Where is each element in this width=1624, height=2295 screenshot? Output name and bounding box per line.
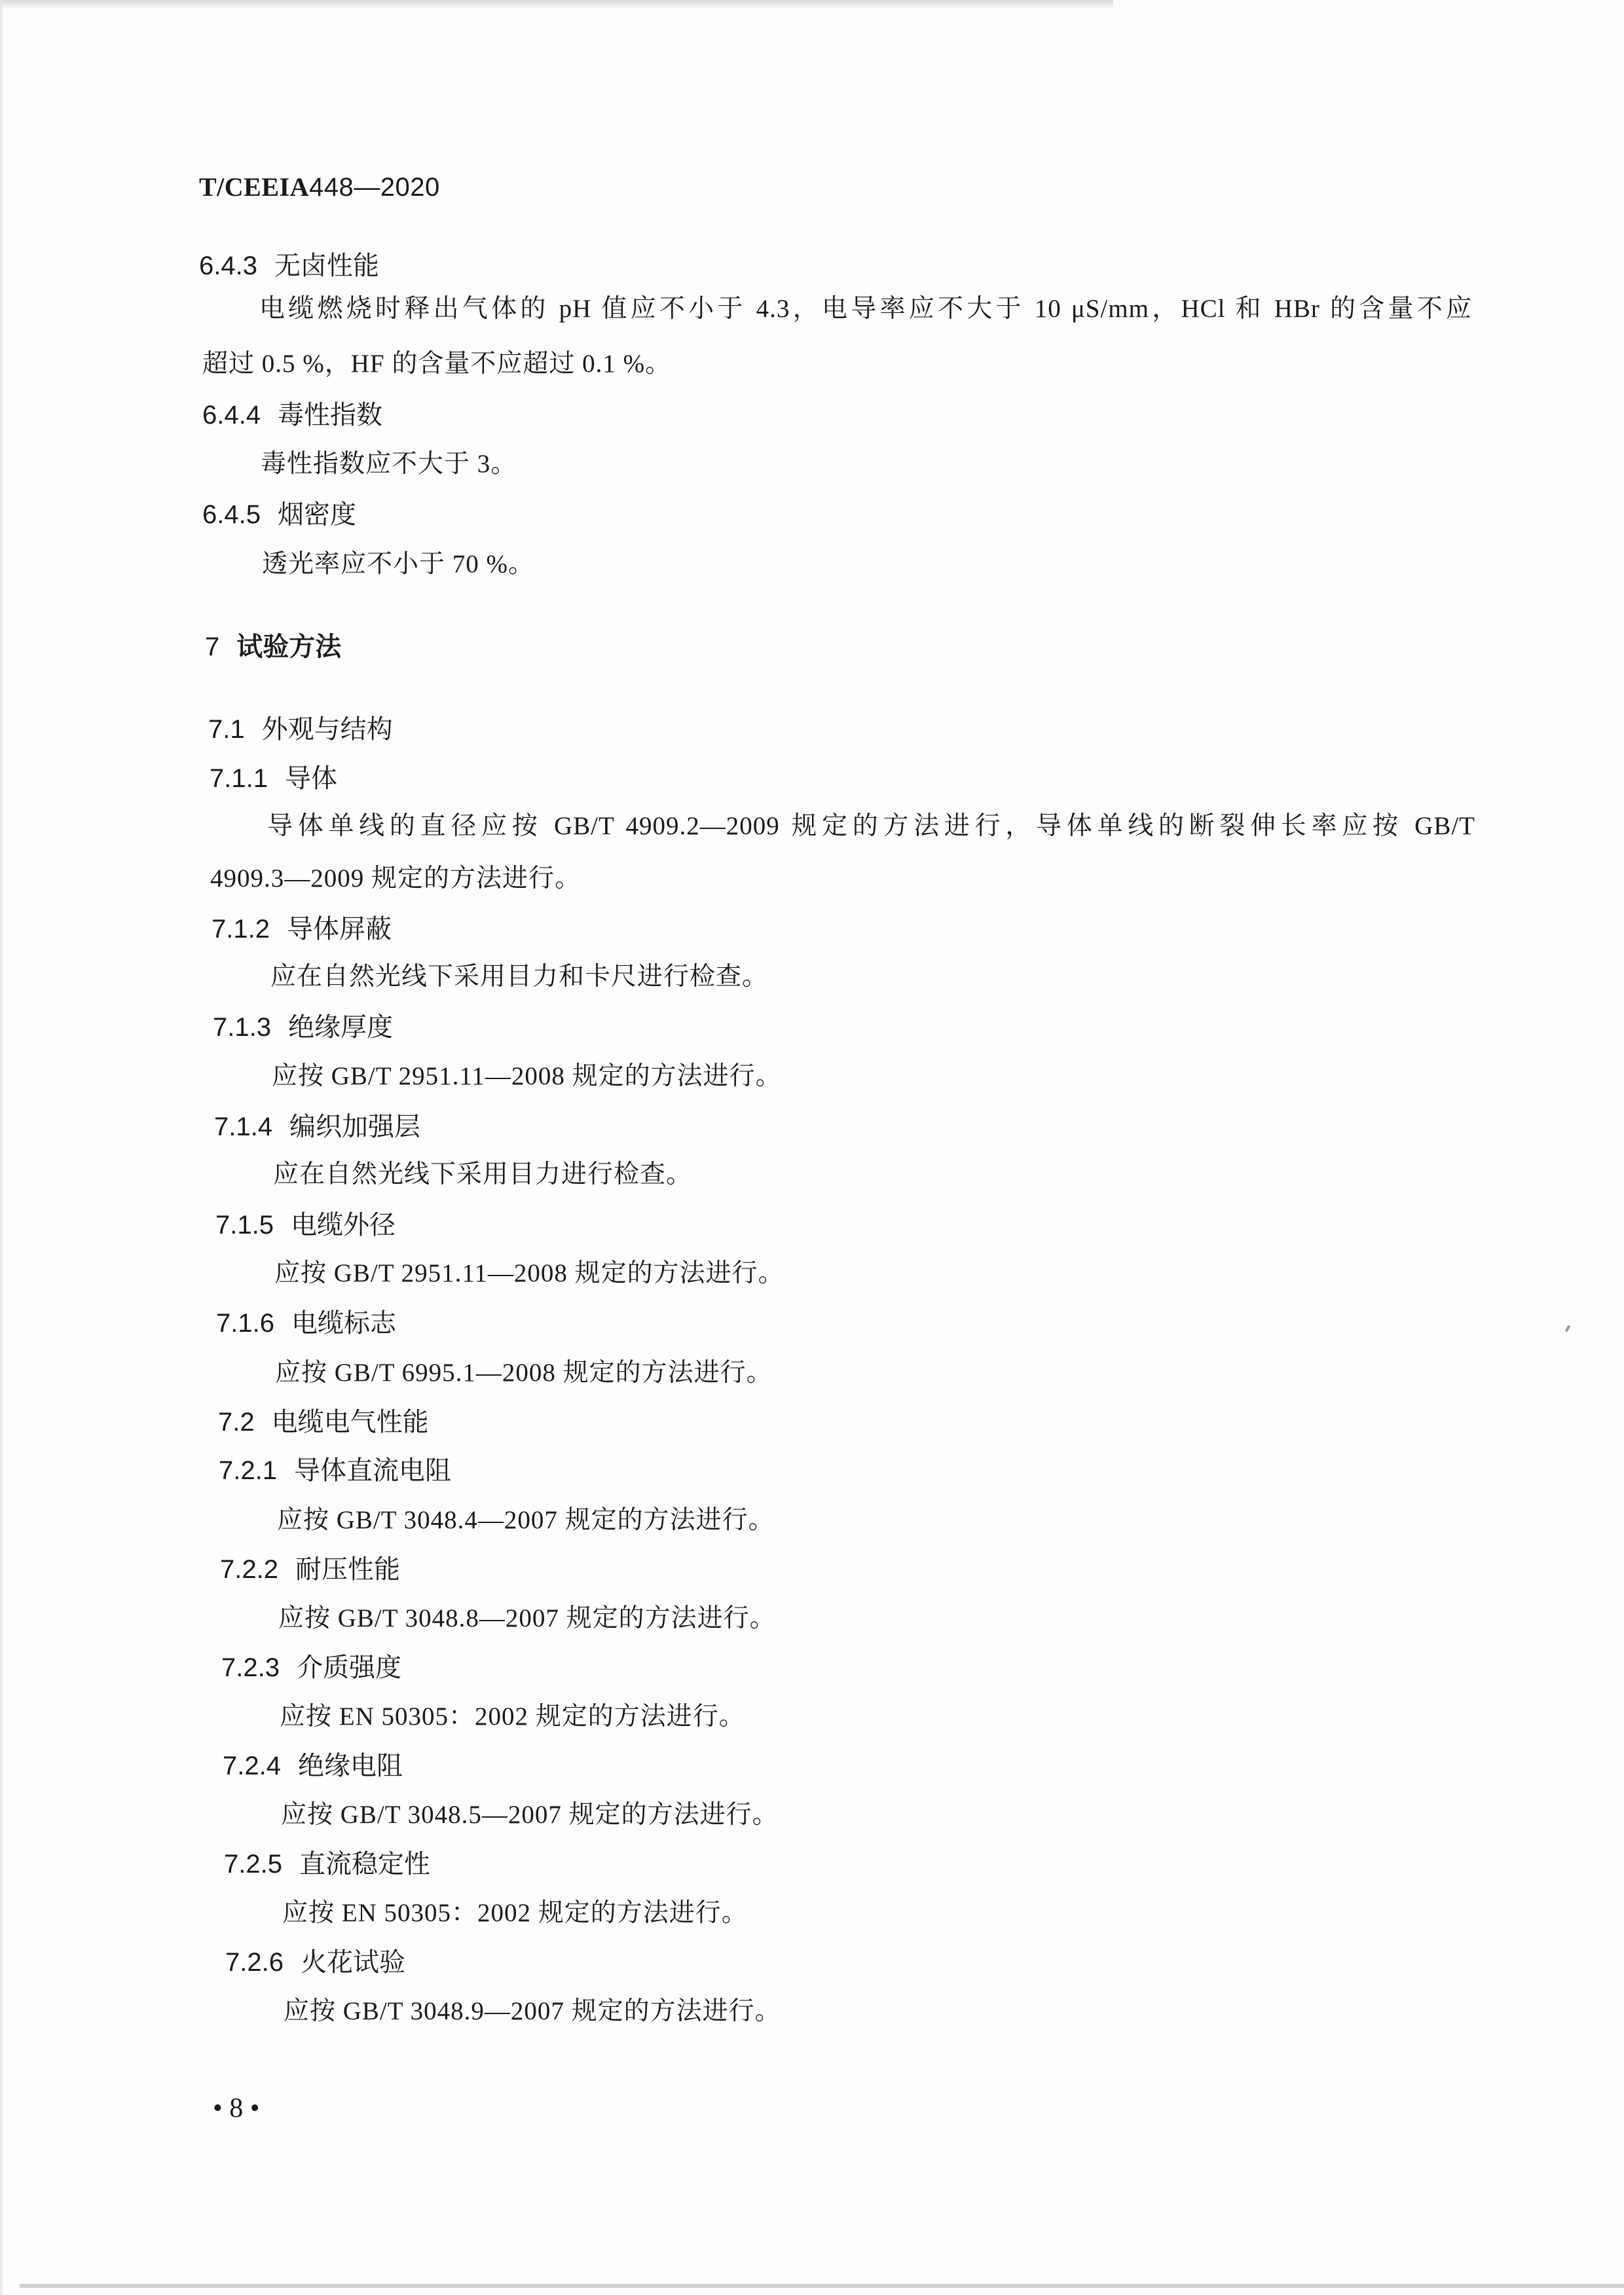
section-number: 7.2.3 — [221, 1653, 280, 1682]
paragraph-7-2-4: 应按 GB/T 3048.5—2007 规定的方法进行。 — [281, 1801, 779, 1829]
section-title: 导体 — [284, 763, 337, 794]
section-heading-7-1 — [208, 714, 393, 745]
section-title: 直流稳定性 — [299, 1849, 430, 1879]
section-title: 毒性指数 — [277, 400, 382, 430]
section-title: 电缆标志 — [291, 1308, 396, 1338]
paragraph-7-1-1-line2: 4909.3—2009 规定的方法进行。 — [210, 864, 581, 892]
section-heading-6-4-3 — [199, 250, 379, 282]
section-number: 7.1.4 — [214, 1112, 272, 1141]
chapter-heading-7 — [205, 631, 341, 663]
section-number: 7.1.1 — [210, 764, 268, 793]
section-title: 无卤性能 — [274, 251, 379, 281]
paragraph-6-4-4: 毒性指数应不大于 3。 — [261, 450, 517, 478]
paragraph-6-4-5: 透光率应不小于 70 %。 — [262, 550, 534, 578]
section-number: 7.2.1 — [219, 1456, 277, 1485]
paragraph-7-2-6: 应按 GB/T 3048.9—2007 规定的方法进行。 — [284, 1997, 781, 2025]
section-heading-7-1-5 — [215, 1209, 396, 1241]
section-title: 导体屏蔽 — [286, 914, 392, 944]
section-title: 耐压性能 — [295, 1554, 400, 1585]
section-heading-6-4-5 — [202, 499, 356, 530]
paragraph-7-2-3: 应按 EN 50305：2002 规定的方法进行。 — [280, 1702, 745, 1731]
section-heading-7-2-2 — [220, 1554, 400, 1585]
standard-header — [199, 172, 440, 202]
section-number: 7.2.4 — [223, 1752, 281, 1780]
scan-edge-bottom — [20, 2284, 1624, 2288]
section-title: 绝缘厚度 — [287, 1012, 393, 1042]
section-heading-6-4-4 — [202, 399, 382, 431]
section-number: 7.2.6 — [225, 1948, 284, 1977]
section-heading-7-2-1 — [219, 1455, 451, 1486]
section-number: 7.2 — [218, 1408, 255, 1437]
section-heading-7-1-1 — [210, 763, 337, 794]
header-org: T/CEEIA — [199, 172, 309, 202]
section-number: 7.2.5 — [224, 1850, 282, 1879]
scan-edge-top — [0, 0, 1113, 9]
section-number: 6.4.3 — [199, 251, 257, 280]
section-heading-7-1-3 — [213, 1012, 393, 1043]
section-title: 火花试验 — [300, 1947, 405, 1977]
section-heading-7-2-3 — [221, 1652, 401, 1683]
paragraph-7-1-5: 应按 GB/T 2951.11—2008 规定的方法进行。 — [274, 1259, 784, 1287]
paragraph-7-1-1-line1: 导体单线的直径应按 GB/T 4909.2—2009 规定的方法进行，导体单线的断裂伸长率应按 GB/T — [267, 812, 1475, 840]
section-heading-7-1-6 — [216, 1308, 396, 1339]
section-number: 7.1 — [208, 715, 245, 744]
section-title: 导体直流电阻 — [293, 1456, 451, 1486]
scan-speck — [1565, 1325, 1570, 1332]
section-number: 7.1.5 — [215, 1211, 274, 1239]
section-number: 7.1.3 — [213, 1013, 271, 1042]
paragraph-7-1-3: 应按 GB/T 2951.11—2008 规定的方法进行。 — [272, 1062, 782, 1090]
section-number: 6.4.4 — [202, 401, 261, 430]
chapter-title: 试验方法 — [236, 632, 342, 662]
section-number: 6.4.5 — [202, 500, 261, 529]
section-title: 介质强度 — [296, 1653, 401, 1683]
section-title: 电缆外径 — [290, 1210, 396, 1240]
section-title: 编织加强层 — [289, 1112, 420, 1142]
section-heading-7-2 — [218, 1406, 429, 1438]
paragraph-7-2-5: 应按 EN 50305：2002 规定的方法进行。 — [282, 1899, 748, 1927]
scan-edge-left — [0, 0, 4, 2295]
paragraph-7-1-6: 应按 GB/T 6995.1—2008 规定的方法进行。 — [275, 1359, 773, 1387]
paragraph-7-1-2: 应在自然光线下采用目力和卡尺进行检查。 — [270, 963, 769, 991]
section-heading-7-1-4 — [214, 1111, 420, 1143]
section-title: 烟密度 — [277, 500, 356, 530]
paragraph-7-2-2: 应按 GB/T 3048.8—2007 规定的方法进行。 — [278, 1604, 776, 1632]
section-number: 7.1.2 — [212, 915, 270, 944]
section-title: 绝缘电阻 — [297, 1751, 403, 1781]
paragraph-7-2-1: 应按 GB/T 3048.4—2007 规定的方法进行。 — [277, 1506, 775, 1534]
chapter-number: 7 — [205, 633, 220, 661]
section-number: 7.1.6 — [216, 1309, 274, 1338]
section-heading-7-1-2 — [212, 913, 392, 945]
paragraph-6-4-3-line1: 电缆燃烧时释出气体的 pH 值应不小于 4.3，电导率应不大于 10 μS/mm，HCl 和 HBr 的含量不应 — [259, 295, 1472, 323]
paragraph-6-4-3-line2: 超过 0.5 %，HF 的含量不应超过 0.1 %。 — [202, 350, 672, 378]
section-heading-7-2-4 — [223, 1750, 403, 1782]
section-number: 7.2.2 — [220, 1555, 278, 1584]
section-heading-7-2-6 — [225, 1947, 405, 1978]
header-number: 448—2020 — [309, 173, 440, 202]
section-heading-7-2-5 — [224, 1848, 430, 1880]
page-number: • 8 • — [213, 2093, 260, 2123]
section-title: 外观与结构 — [261, 714, 393, 744]
paragraph-7-1-4: 应在自然光线下采用目力进行检查。 — [273, 1160, 693, 1188]
section-title: 电缆电气性能 — [271, 1407, 429, 1437]
